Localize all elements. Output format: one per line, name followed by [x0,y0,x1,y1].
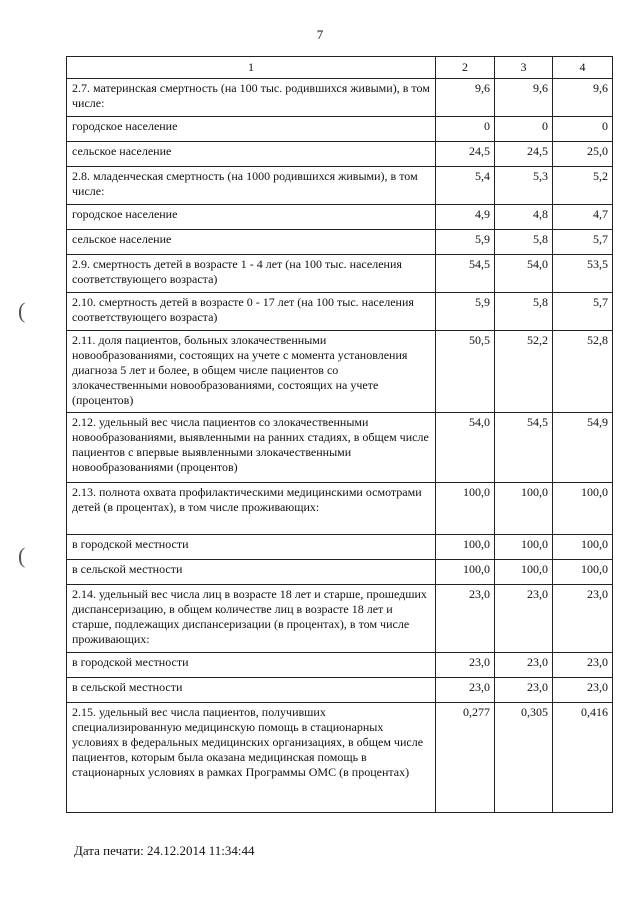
value-cell: 23,0 [436,653,495,678]
table-row [67,205,613,230]
header-cell: 4 [553,57,613,79]
value-cell: 4,7 [553,205,613,230]
value-cell: 4,9 [436,205,495,230]
margin-bracket-mark: ( [18,298,26,323]
row-label: городское население [67,205,436,230]
value-cell: 53,5 [553,255,613,293]
value-cell: 0,277 [436,703,495,813]
value-cell: 23,0 [436,678,495,703]
table-row [67,703,613,813]
row-label: в сельской местности [67,678,436,703]
value-cell: 23,0 [553,678,613,703]
value-cell: 100,0 [495,560,553,585]
row-label: 2.13. полнота охвата профилактическими медицинскими осмотрами детей (в процентах), в том числе проживающих: [67,483,436,535]
value-cell: 0,305 [495,703,553,813]
value-cell: 5,3 [495,167,553,205]
value-cell: 24,5 [436,142,495,167]
value-cell: 4,8 [495,205,553,230]
value-cell: 23,0 [553,585,613,653]
value-cell: 23,0 [495,678,553,703]
row-label: 2.14. удельный вес числа лиц в возрасте 18 лет и старше, прошедших диспансеризацию, в общем количестве лиц в возрасте 18 лет и старше, подлежащих диспансеризации (в процентах), в том числе проживающих: [67,585,436,653]
value-cell: 9,6 [436,79,495,117]
value-cell: 100,0 [436,560,495,585]
value-cell: 5,8 [495,293,553,331]
row-label: 2.9. смертность детей в возрасте 1 - 4 лет (на 100 тыс. населения соответствующего возраста) [67,255,436,293]
table-row [67,678,613,703]
value-cell: 5,7 [553,230,613,255]
value-cell: 50,5 [436,331,495,413]
table-row [67,255,613,293]
table-row [67,230,613,255]
margin-bracket-mark: ( [18,543,26,568]
table-row [67,585,613,653]
value-cell: 54,0 [436,413,495,483]
value-cell: 5,7 [553,293,613,331]
value-cell: 100,0 [553,535,613,560]
value-cell: 100,0 [553,483,613,535]
value-cell: 0,416 [553,703,613,813]
print-date: Дата печати: 24.12.2014 11:34:44 [74,843,255,858]
table-row [67,142,613,167]
value-cell: 54,5 [495,413,553,483]
value-cell: 54,5 [436,255,495,293]
value-cell: 100,0 [553,560,613,585]
value-cell: 54,0 [495,255,553,293]
row-label: 2.7. материнская смертность (на 100 тыс. родившихся живыми), в том числе: [67,79,436,117]
row-label: сельское население [67,230,436,255]
table-row [67,79,613,117]
table-row [67,560,613,585]
row-label: 2.15. удельный вес числа пациентов, получивших специализированную медицинскую помощь в стационарных условиях в федеральных медицинских организациях, в общем числе пациентов, которым была оказана медицинская помощь в стационарных условиях в рамках Программы ОМС (в процентах) [67,703,436,813]
value-cell: 0 [553,117,613,142]
value-cell: 24,5 [495,142,553,167]
value-cell: 9,6 [495,79,553,117]
indicators-table [66,56,613,813]
row-label: в сельской местности [67,560,436,585]
table-row [67,653,613,678]
row-label: 2.10. смертность детей в возрасте 0 - 17 лет (на 100 тыс. населения соответствующего возраста) [67,293,436,331]
table-row [67,535,613,560]
value-cell: 9,6 [553,79,613,117]
value-cell: 52,2 [495,331,553,413]
value-cell: 100,0 [495,535,553,560]
header-cell: 2 [436,57,495,79]
value-cell: 23,0 [495,585,553,653]
table-row [67,413,613,483]
row-label: в городской местности [67,535,436,560]
value-cell: 54,9 [553,413,613,483]
row-label: 2.8. младенческая смертность (на 1000 родившихся живыми), в том числе: [67,167,436,205]
header-cell: 3 [495,57,553,79]
value-cell: 0 [436,117,495,142]
value-cell: 23,0 [553,653,613,678]
value-cell: 100,0 [495,483,553,535]
row-label: сельское население [67,142,436,167]
row-label: 2.12. удельный вес числа пациентов со злокачественными новообразованиями, выявленными на ранних стадиях, в общем числе пациентов с впервые выявленными злокачественными новообразованиями (процентов) [67,413,436,483]
row-label: в городской местности [67,653,436,678]
table-row [67,117,613,142]
value-cell: 5,9 [436,230,495,255]
value-cell: 100,0 [436,535,495,560]
table-row [67,331,613,413]
value-cell: 5,9 [436,293,495,331]
value-cell: 23,0 [495,653,553,678]
value-cell: 52,8 [553,331,613,413]
row-label: 2.11. доля пациентов, больных злокачественными новообразованиями, состоящих на учете с момента установления диагноза 5 лет и более, в общем числе пациентов со злокачественными новообразованиями, состоящих на учете (процентов) [67,331,436,413]
page-number: 7 [316,27,324,42]
value-cell: 100,0 [436,483,495,535]
table-row [67,293,613,331]
header-row [67,57,613,79]
header-cell: 1 [67,57,436,79]
row-label: городское население [67,117,436,142]
table-row [67,167,613,205]
value-cell: 5,8 [495,230,553,255]
table-row [67,483,613,535]
value-cell: 23,0 [436,585,495,653]
value-cell: 5,2 [553,167,613,205]
value-cell: 5,4 [436,167,495,205]
value-cell: 0 [495,117,553,142]
value-cell: 25,0 [553,142,613,167]
